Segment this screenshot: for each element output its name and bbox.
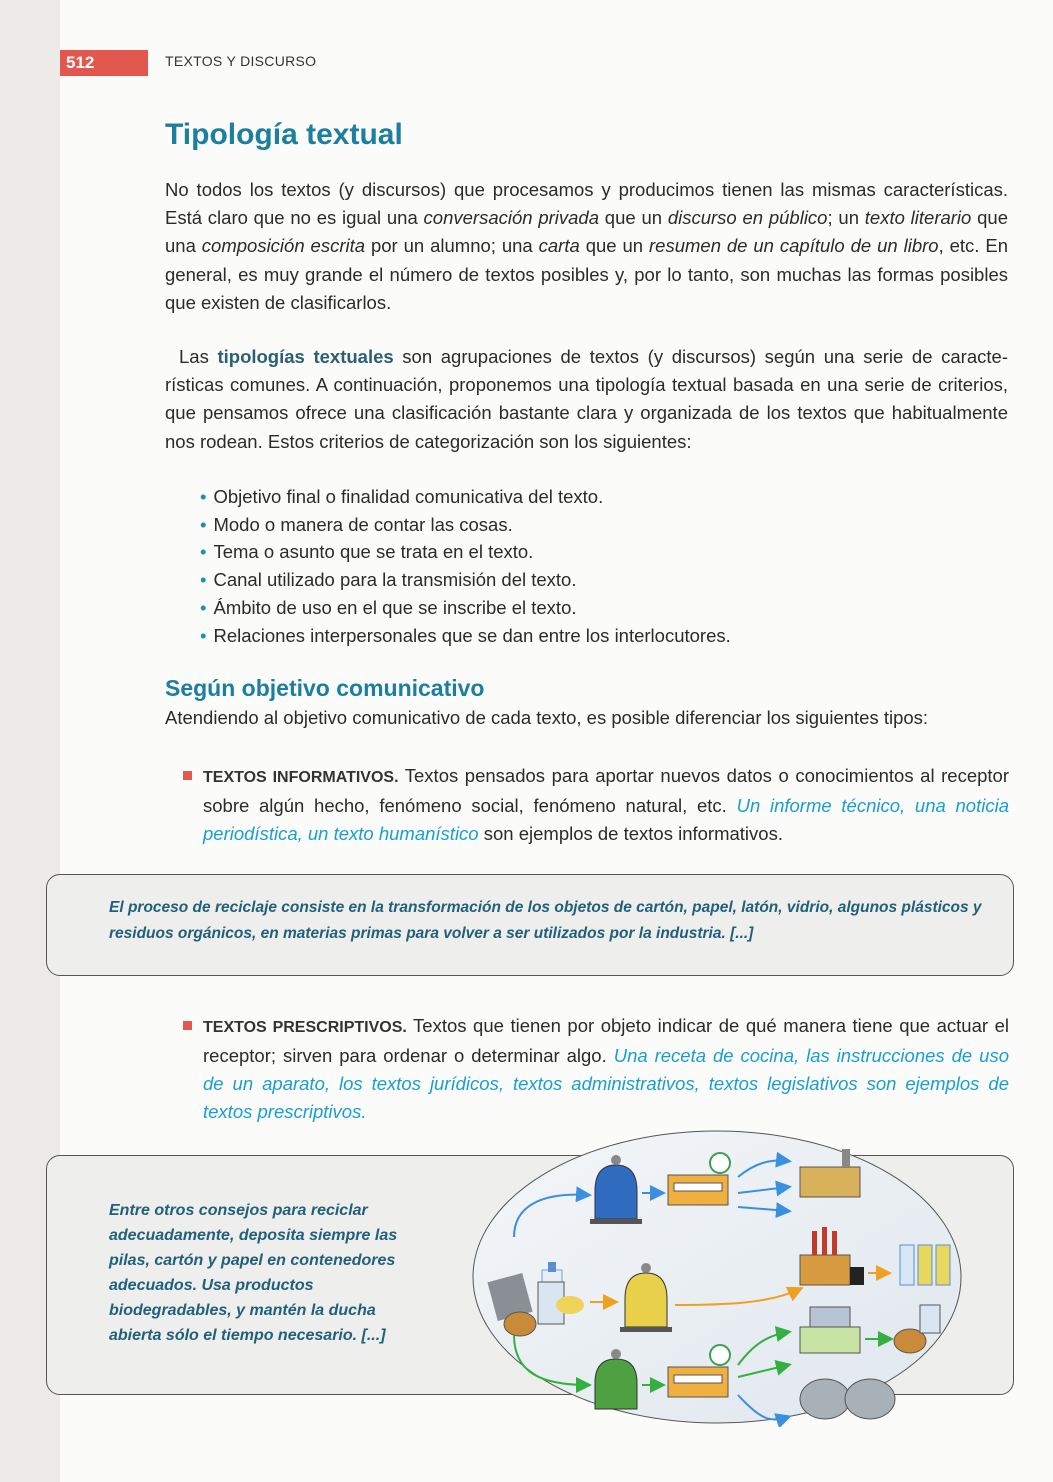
type-label: TEXTOS PRESCRIPTIVOS. (203, 1019, 407, 1036)
criteria-list (200, 483, 731, 649)
recycling-diagram (470, 1127, 965, 1427)
intro-paragraph: No todos los textos (y discursos) que procesamos y producimos tienen las mismas características. Está claro que no es igual una conversación privada que un discurso en público; un texto literario que una composición escrita por un alumno; una carta que un resumen de un capítulo de un libro, etc. En general, es muy grande el número de textos posibles y, por lo tanto, son muchas las formas posibles que existen de clasificarlos. (165, 179, 1008, 313)
list-item: • Ámbito de uso en el que se inscribe el texto. (200, 594, 731, 622)
list-item: • Canal utilizado para la transmisión del texto. (200, 566, 731, 594)
informative-texts-item: TEXTOS INFORMATIVOS. Textos pensados para aportar nuevos datos o conocimientos al receptor sobre algún hecho, fenómeno social, fenómeno natural, etc. Un informe técnico, una noticia periodística, un texto humanístico son ejemplos de textos informativos. (183, 762, 1009, 848)
red-square-bullet-icon (183, 771, 192, 780)
definition-paragraph: Las tipologías textuales son agrupaciones de textos (y discursos) según una serie de características comunes. A continuación, proponemos una tipología textual basada en una serie de criterios, que pensamos ofrece una clasificación bastante clara y organizada de los textos que habitualmente nos rodean. Estos criterios de categorización son los siguientes: (165, 346, 1008, 452)
type-label: TEXTOS INFORMATIVOS. (203, 769, 399, 786)
example-text: Un informe técnico, una noticia periodística, un texto humanístico (203, 795, 1009, 844)
example-text: Una receta de cocina, las instrucciones de uso de un aparato, los textos jurídicos, textos administrativos, textos legislativos son ejemplos de textos prescriptivos. (203, 1045, 1009, 1122)
red-square-bullet-icon (183, 1021, 192, 1030)
list-item: • Relaciones interpersonales que se dan entre los interlocutores. (200, 622, 731, 650)
page-number: 512 (60, 50, 148, 76)
section-intro: Atendiendo al objetivo comunicativo de cada texto, es posible diferenciar los siguientes tipos: (165, 707, 929, 728)
section-subtitle: Según objetivo comunicativo (165, 675, 485, 701)
prescriptive-texts-item: TEXTOS PRESCRIPTIVOS. Textos que tienen por objeto indicar de qué manera tiene que actuar el receptor; sirven para ordenar o determinar algo. Una receta de cocina, las instrucciones de uso de un aparato, los textos jurídicos, textos administrativos, textos legislativos son ejemplos de textos prescriptivos. (183, 1012, 1009, 1126)
example-box-informative (46, 874, 1014, 976)
list-item: • Tema o asunto que se trata en el texto. (200, 538, 731, 566)
example-box-text: El proceso de reciclaje consiste en la transformación de los objetos de cartón, papel, latón, vidrio, algunos plásticos y residuos orgánicos, en materias primas para volver a ser utilizados por la industria. [...] (109, 899, 982, 942)
page-title: Tipología textual (165, 118, 403, 151)
example-box-text: Entre otros consejos para reciclar adecuadamente, deposita siempre las pilas, cartón y papel en contenedores adecuados. Usa productos biodegradables, y mantén la ducha abierta sólo el tiempo necesario. [...] (109, 1202, 398, 1344)
list-item: • Modo o manera de contar las cosas. (200, 511, 731, 539)
list-item: • Objetivo final o finalidad comunicativa del texto. (200, 483, 731, 511)
running-head: TEXTOS Y DISCURSO (165, 53, 317, 69)
